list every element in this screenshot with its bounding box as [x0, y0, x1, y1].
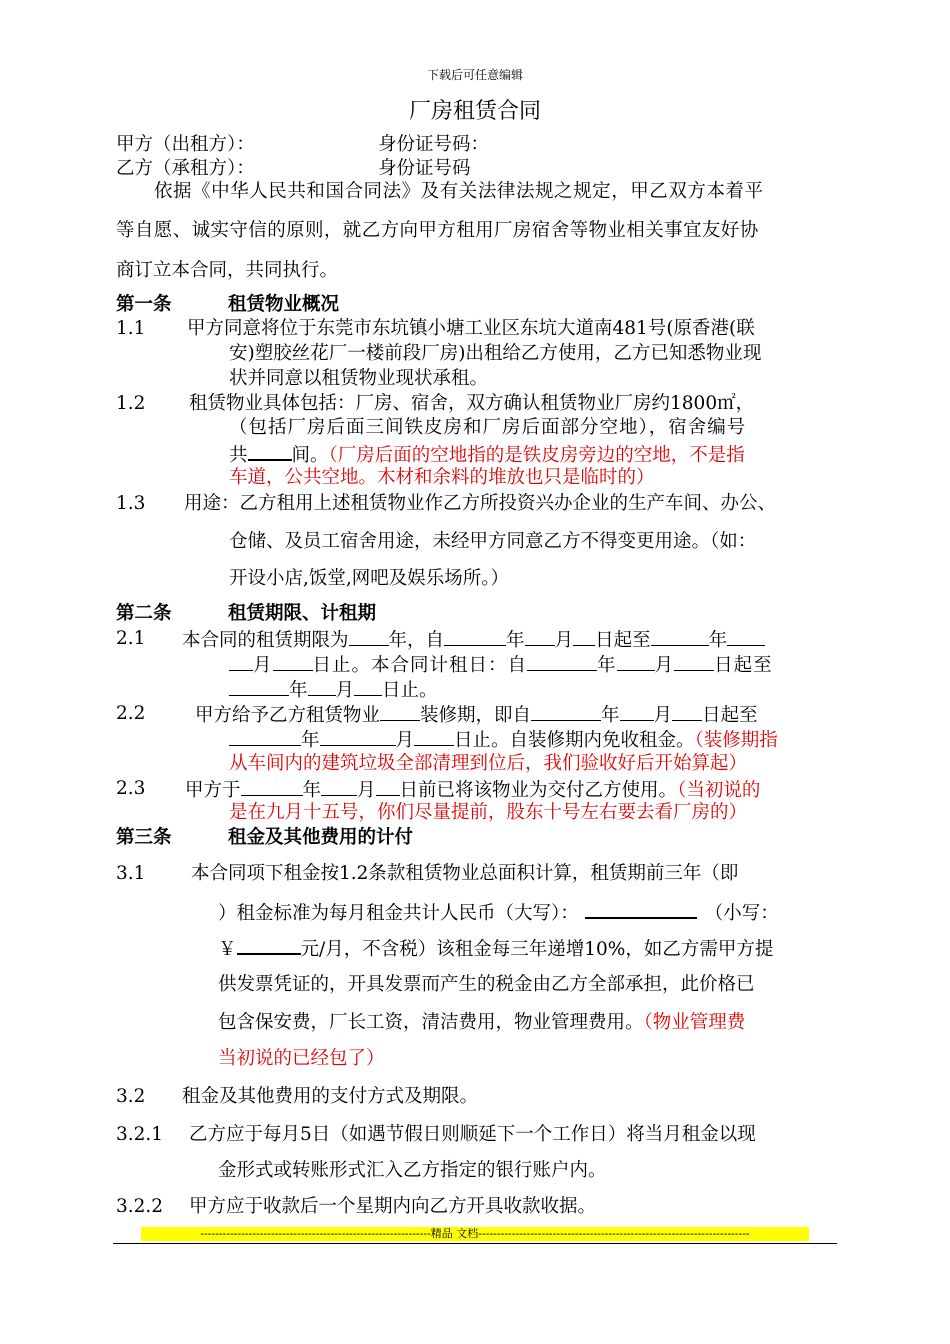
footer-divider	[113, 1243, 837, 1244]
handover-month-blank	[321, 777, 357, 796]
handover-day-blank	[376, 777, 400, 796]
month-unit: 月	[335, 680, 355, 701]
month-unit: 月	[395, 730, 415, 751]
clause-3-2-1-line-2: 金形式或转账形式汇入乙方指定的银行账户内。	[218, 1160, 607, 1181]
footer-banner: --------------------------------------------------------------精品 文档-------------------------------------------------------------------------	[141, 1227, 809, 1241]
rent-amount-words-blank	[585, 899, 697, 919]
year-unit: 年	[388, 630, 408, 651]
party-a-label: 甲方（出租方）：	[116, 134, 255, 155]
end-month-blank-part	[727, 627, 765, 646]
year-unit: 年	[289, 680, 308, 701]
rent-start-month-blank	[617, 652, 655, 671]
clause-1-2-line-2: （包括厂房后面三间铁皮房和厂房后面部分空地），宿舍编号	[229, 417, 747, 438]
article-3-number: 第三条	[116, 827, 172, 848]
decoration-label: 甲方给予乙方租赁物业	[195, 705, 381, 726]
rent-red-note-1: （物业管理费	[643, 1012, 746, 1033]
header-note: 下载后可任意编辑	[426, 68, 523, 82]
handover-text: 日前已将该物业为交付乙方使用。	[399, 780, 678, 801]
party-b-id-label: 身份证号码	[378, 158, 471, 179]
article-1-title: 租赁物业概况	[228, 294, 340, 315]
clause-2-1-number: 2.1	[116, 628, 146, 649]
clause-1-2-number: 1.2	[116, 393, 146, 414]
room-count-blank	[248, 441, 292, 461]
party-a-id-label: 身份证号码：	[378, 134, 490, 155]
decoration-start-year-blank	[531, 702, 601, 721]
clause-1-3-line-3: 开设小店,饭堂,网吧及娱乐场所。）	[229, 568, 510, 589]
clause-3-2-text: 租金及其他费用的支付方式及期限。	[182, 1086, 479, 1107]
handover-label: 甲方于	[185, 780, 241, 801]
end-year-blank	[651, 627, 709, 646]
handover-red-note-2: 是在九月十五号，你们尽量提前，股东十号左右要去看厂房的）	[229, 802, 748, 823]
clause-2-1-line-2	[229, 652, 773, 678]
clause-1-1-number: 1.1	[116, 318, 146, 339]
clause-2-2-line-1	[195, 702, 758, 728]
rent-amount-label: ）租金标准为每月租金共计人民币（大写）：	[218, 903, 579, 924]
clause-3-1-line-5	[218, 1011, 745, 1035]
clause-1-3-line-2: 仓储、及员工宿舍用途，未经甲方同意乙方不得变更用途。（如：	[229, 531, 757, 552]
rent-amount-figure-label: （小写：	[704, 903, 779, 924]
clause-2-2-number: 2.2	[116, 703, 146, 724]
until-label: 日起至	[595, 630, 651, 651]
end-label: 日止。	[382, 680, 438, 701]
rent-start-year-blank	[527, 652, 597, 671]
rent-end-day-blank	[354, 677, 382, 696]
month-unit: 月	[654, 655, 675, 676]
year-unit: 年	[302, 780, 322, 801]
decoration-free-text: 日止。自装修期内免收租金。	[454, 730, 695, 751]
clause-1-3-line-1: 用途：乙方租用上述租赁物业作乙方所投资兴办企业的生产车间、办公、	[184, 493, 777, 514]
rent-amount-figure-blank	[237, 935, 301, 955]
clause-3-1-number: 3.1	[116, 863, 146, 884]
clause-3-2-2-number: 3.2.2	[116, 1196, 164, 1217]
rent-start-label: 。本合同计租日：自	[351, 655, 528, 676]
year-unit: 年	[597, 655, 617, 676]
clause-1-1-line-3: 状并同意以租赁物业现状承租。	[229, 368, 489, 389]
rent-red-note-2: 当初说的已经包了）	[218, 1048, 385, 1069]
article-1-number: 第一条	[116, 294, 172, 315]
rent-end-year-blank	[229, 677, 289, 696]
preamble-line-1: 依据《中华人民共和国合同法》及有关法律法规之规定，甲乙双方本着平	[154, 181, 764, 202]
start-day-blank	[573, 627, 595, 646]
rent-start-day-blank	[674, 652, 714, 671]
month-unit: 月	[253, 655, 273, 676]
article-2-title: 租赁期限、计租期	[228, 603, 377, 624]
decoration-end-day-blank	[414, 727, 454, 746]
clause-3-2-2-text: 甲方应于收款后一个星期内向乙方开具收款收据。	[189, 1196, 597, 1217]
end-month-blank	[229, 652, 253, 671]
year-unit: 年	[506, 630, 525, 651]
end-label: 日止	[312, 655, 352, 676]
clause-1-2-red-note-1: （厂房后面的空地指的是铁皮房旁边的空地，不是指	[328, 445, 745, 466]
year-unit: 年	[301, 730, 320, 751]
clause-3-1-line-4: 供发票凭证的，开具发票而产生的税金由乙方全部承担，此价格已	[218, 974, 755, 995]
month-unit: 月	[357, 780, 376, 801]
handover-year-blank	[241, 777, 303, 796]
clause-1-1-line-1: 甲方同意将位于东莞市东坑镇小塘工业区东坑大道南481号(原香港(联	[187, 318, 755, 339]
yuan-sign: ￥	[218, 939, 237, 960]
decoration-from-label: 装修期，即自	[420, 705, 532, 726]
clause-1-3-number: 1.3	[116, 493, 146, 514]
decoration-period-blank	[380, 702, 420, 721]
preamble-line-3: 商订立本合同，共同执行。	[116, 260, 339, 281]
clause-1-2-room-suffix: 间。	[291, 445, 329, 466]
until-label: 日起至	[702, 705, 758, 726]
rent-end-month-blank	[308, 677, 336, 696]
lease-term-blank	[349, 627, 389, 646]
contract-title: 厂房租赁合同	[408, 99, 541, 124]
rent-terms-text: 元/月，不含税）该租金每三年递增10%，如乙方需甲方提	[300, 939, 774, 960]
handover-red-note-1: （当初说的	[677, 780, 761, 801]
preamble-line-2: 等自愿、诚实守信的原则，就乙方向甲方租用厂房宿舍等物业相关事宜友好协	[116, 220, 759, 241]
until-label: 日起至	[714, 655, 773, 676]
clause-1-2-share-prefix: 共	[229, 445, 248, 466]
rent-included-text: 包含保安费，厂长工资，清洁费用，物业管理费用。	[218, 1012, 644, 1033]
clause-1-2-line-3	[229, 441, 745, 468]
month-unit: 月	[554, 630, 574, 651]
clause-2-1-line-1	[182, 627, 765, 653]
decoration-end-year-blank	[229, 727, 301, 746]
decoration-red-note-1: （装修期指	[694, 730, 778, 751]
clause-2-3-number: 2.3	[116, 778, 146, 799]
decoration-start-day-blank	[672, 702, 702, 721]
start-year-blank	[444, 627, 506, 646]
lease-term-label: 本合同的租赁期限为	[182, 630, 349, 651]
year-unit: 年	[601, 705, 620, 726]
decoration-end-month-blank	[320, 727, 396, 746]
month-unit: 月	[653, 705, 673, 726]
clause-3-2-1-number: 3.2.1	[116, 1124, 164, 1145]
clause-2-3-line-1	[185, 777, 760, 803]
decoration-start-month-blank	[620, 702, 654, 721]
start-month-blank	[525, 627, 555, 646]
year-unit: 年	[708, 630, 728, 651]
clause-1-2-line-1: 租赁物业具体包括：厂房、宿舍，双方确认租赁物业厂房约1800㎡，	[189, 393, 755, 414]
from-label: ，自	[407, 630, 445, 651]
end-day-blank	[273, 652, 313, 671]
clause-3-1-line-3	[218, 935, 773, 962]
clause-3-2-1-line-1: 乙方应于每月5日（如遇节假日则顺延下一个工作日）将当月租金以现	[189, 1124, 756, 1145]
clause-2-1-line-3	[229, 677, 438, 703]
article-3-title: 租金及其他费用的计付	[228, 827, 414, 848]
clause-3-2-number: 3.2	[116, 1086, 146, 1107]
clause-2-2-line-2	[229, 727, 778, 753]
party-b-label: 乙方（承租方）：	[116, 158, 255, 179]
clause-3-1-line-2	[218, 899, 779, 926]
article-2-number: 第二条	[116, 603, 172, 624]
decoration-red-note-2: 从车间内的建筑垃圾全部清理到位后，我们验收好后开始算起）	[229, 753, 748, 774]
clause-1-1-line-2: 安)塑胶丝花厂一楼前段厂房)出租给乙方使用，乙方已知悉物业现	[229, 343, 762, 364]
clause-3-1-line-1: 本合同项下租金按1.2条款租赁物业总面积计算，租赁期前三年（即	[191, 863, 739, 884]
clause-1-2-red-note-2: 车道，公共空地。木材和余料的堆放也只是临时的）	[229, 467, 655, 488]
